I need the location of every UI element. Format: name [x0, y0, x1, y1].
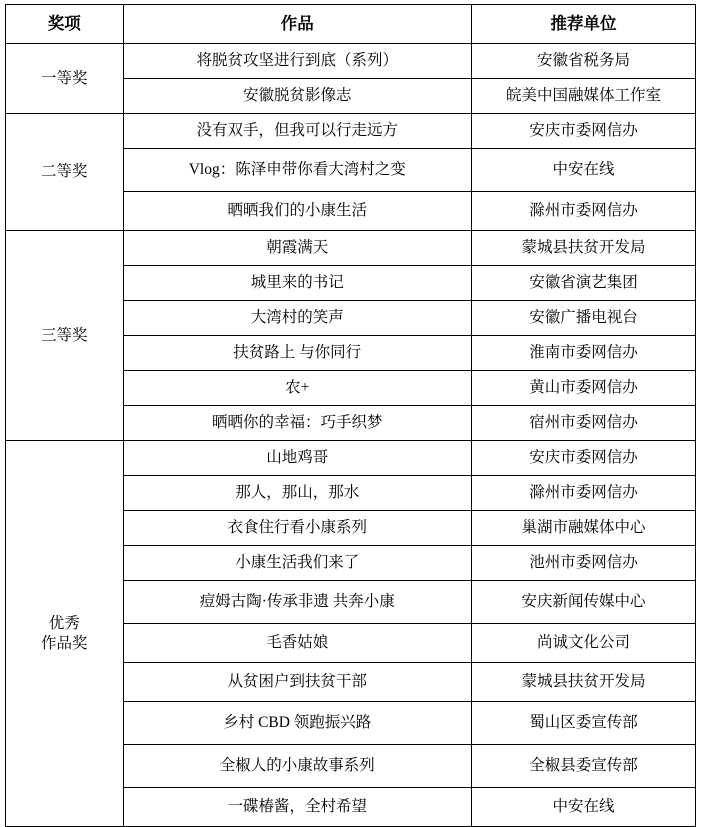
column-header-award: 奖项: [6, 5, 124, 44]
work-title-cell: 痘姆古陶·传承非遗 共奔小康: [123, 581, 472, 624]
work-title-cell: 晒晒你的幸福：巧手织梦: [123, 406, 472, 441]
work-title-cell: 大湾村的笑声: [123, 301, 472, 336]
award-category-line: 优秀: [48, 615, 80, 633]
column-header-unit: 推荐单位: [472, 5, 696, 44]
award-category-line: 作品奖: [40, 634, 88, 652]
work-title-cell: 城里来的书记: [123, 266, 472, 301]
recommending-unit-cell: 安庆市委网信办: [472, 114, 696, 149]
work-title-cell: 毛香姑娘: [123, 624, 472, 663]
column-header-work: 作品: [123, 5, 472, 44]
work-title-cell: 一碟椿酱，全村希望: [123, 788, 472, 827]
recommending-unit-cell: 皖美中国融媒体工作室: [472, 79, 696, 114]
work-title-cell: 安徽脱贫影像志: [123, 79, 472, 114]
recommending-unit-cell: 安徽省演艺集团: [472, 266, 696, 301]
document-page: [0, 4, 701, 816]
work-title-cell: 那人，那山，那水: [123, 476, 472, 511]
award-category-cell: [6, 44, 124, 114]
recommending-unit-cell: 池州市委网信办: [472, 546, 696, 581]
recommending-unit-cell: 尚诚文化公司: [472, 624, 696, 663]
award-category-line: 一等奖: [40, 69, 88, 87]
work-title-cell: Vlog：陈泽申带你看大湾村之变: [123, 149, 472, 192]
recommending-unit-cell: 中安在线: [472, 149, 696, 192]
table-header: [6, 5, 696, 44]
work-title-cell: 扶贫路上 与你同行: [123, 336, 472, 371]
recommending-unit-cell: 滁州市委网信办: [472, 476, 696, 511]
work-title-cell: 从贫困户到扶贫干部: [123, 663, 472, 702]
work-title-cell: 没有双手，但我可以行走远方: [123, 114, 472, 149]
work-title-cell: 衣食住行看小康系列: [123, 511, 472, 546]
table-row: [6, 44, 696, 79]
table-body: [6, 44, 696, 827]
recommending-unit-cell: 中安在线: [472, 788, 696, 827]
recommending-unit-cell: 全椒县委宣传部: [472, 745, 696, 788]
recommending-unit-cell: 安庆新闻传媒中心: [472, 581, 696, 624]
table-row: [6, 114, 696, 149]
recommending-unit-cell: 巢湖市融媒体中心: [472, 511, 696, 546]
recommending-unit-cell: 安徽广播电视台: [472, 301, 696, 336]
work-title-cell: 小康生活我们来了: [123, 546, 472, 581]
recommending-unit-cell: 黄山市委网信办: [472, 371, 696, 406]
award-category-line: 二等奖: [40, 163, 88, 181]
award-category-line: 三等奖: [40, 326, 88, 344]
recommending-unit-cell: 宿州市委网信办: [472, 406, 696, 441]
recommending-unit-cell: 安庆市委网信办: [472, 441, 696, 476]
award-category-cell: [6, 441, 124, 827]
recommending-unit-cell: 蒙城县扶贫开发局: [472, 663, 696, 702]
recommending-unit-cell: 淮南市委网信办: [472, 336, 696, 371]
work-title-cell: 全椒人的小康故事系列: [123, 745, 472, 788]
work-title-cell: 将脱贫攻坚进行到底（系列）: [123, 44, 472, 79]
work-title-cell: 乡村 CBD 领跑振兴路: [123, 702, 472, 745]
recommending-unit-cell: 蜀山区委宣传部: [472, 702, 696, 745]
recommending-unit-cell: 安徽省税务局: [472, 44, 696, 79]
award-results-table: [5, 4, 696, 827]
work-title-cell: 山地鸡哥: [123, 441, 472, 476]
award-category-cell: [6, 114, 124, 231]
work-title-cell: 晒晒我们的小康生活: [123, 192, 472, 231]
table-header-row: [6, 5, 696, 44]
recommending-unit-cell: 蒙城县扶贫开发局: [472, 231, 696, 266]
work-title-cell: 朝霞满天: [123, 231, 472, 266]
work-title-cell: 农+: [123, 371, 472, 406]
table-row: [6, 231, 696, 266]
award-category-cell: [6, 231, 124, 441]
table-row: [6, 441, 696, 476]
recommending-unit-cell: 滁州市委网信办: [472, 192, 696, 231]
